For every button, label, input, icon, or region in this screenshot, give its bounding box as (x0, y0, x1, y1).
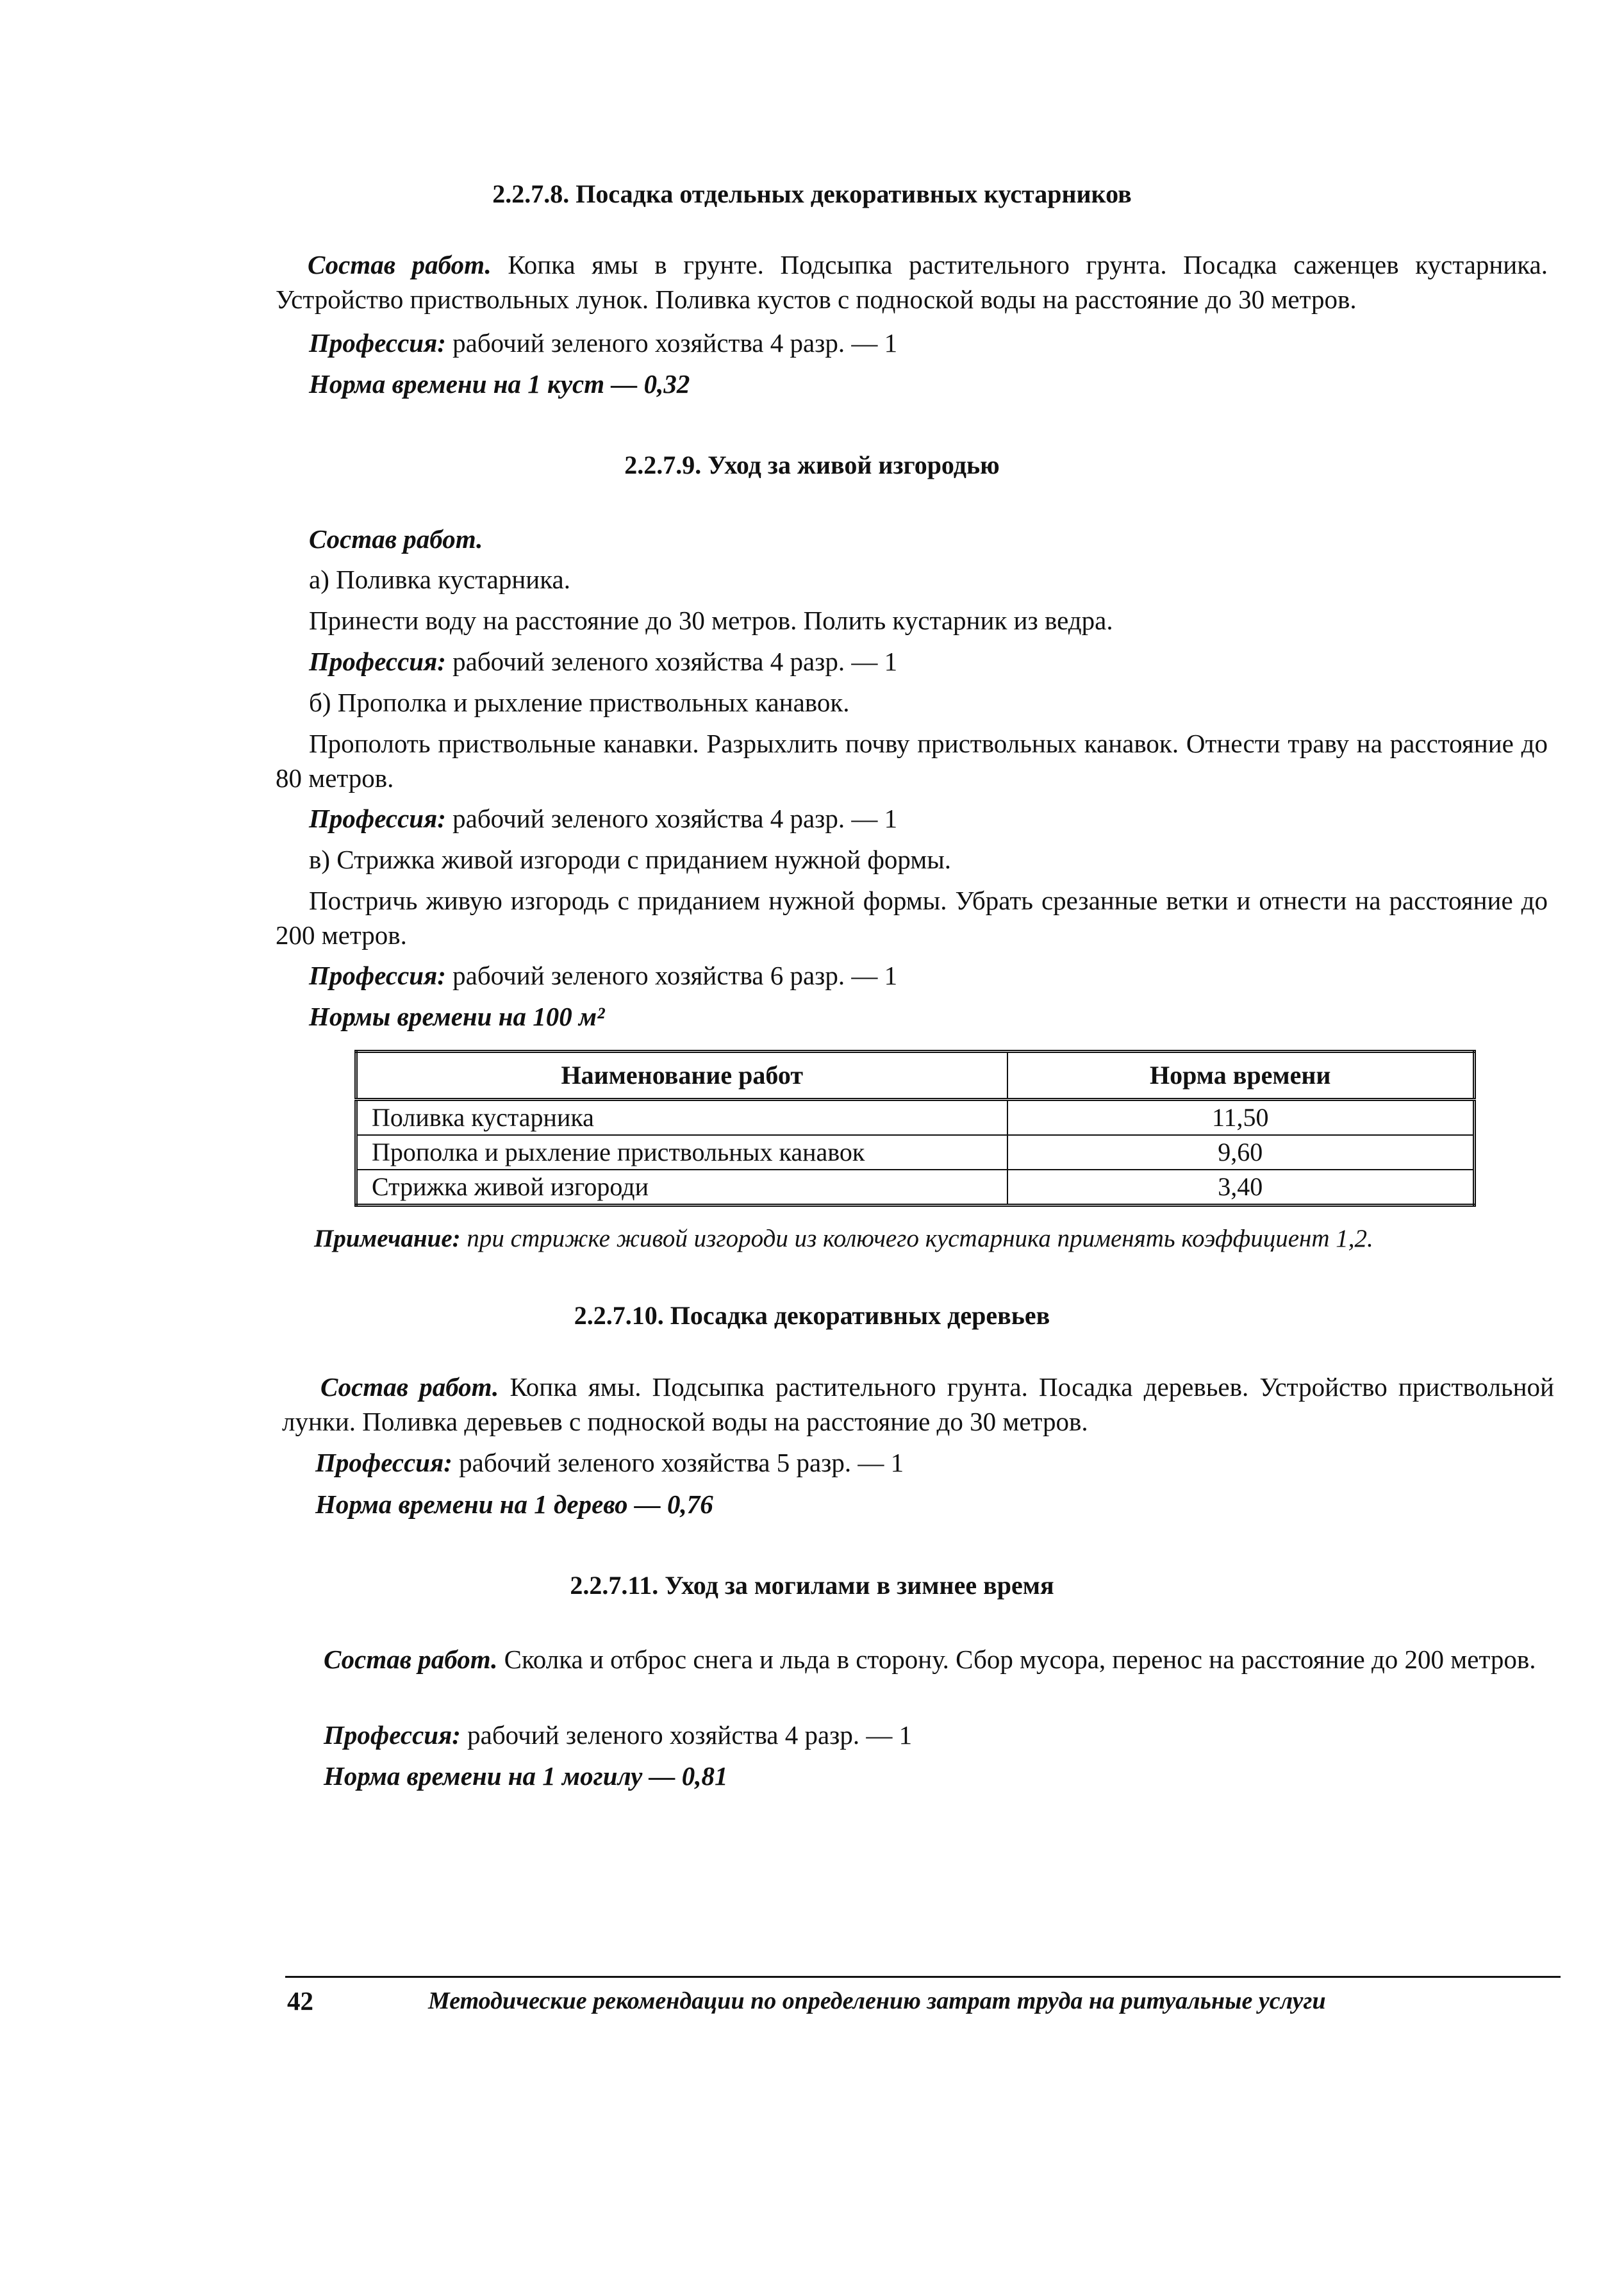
time-norm-cell: 3,40 (1007, 1170, 1475, 1206)
work-composition (282, 1370, 1554, 1439)
profession-text: рабочий зеленого хозяйства 4 разр. — 1 (467, 1720, 913, 1750)
profession-text: рабочий зеленого хозяйства 6 разр. — 1 (452, 961, 898, 990)
profession-label: Профессия: (309, 647, 446, 676)
subtask-text: Постричь живую изгородь с приданием нужной формы. Убрать срезанные ветки и отнести на расстояние до 200 метров. (276, 886, 1548, 950)
profession-text: рабочий зеленого хозяйства 4 разр. — 1 (452, 804, 898, 833)
section-title: 2.2.7.11. Уход за могилами в зимнее время (570, 1571, 1054, 1600)
work-composition-text: Сколка и отброс снега и льда в сторону. Сбор мусора, перенос на расстояние до 200 метров. (504, 1645, 1536, 1674)
section-title: 2.2.7.9. Уход за живой изгородью (624, 451, 1000, 479)
work-composition-label: Состав работ. (320, 1372, 499, 1402)
time-norm: Норма времени на 1 могилу — 0,81 (324, 1761, 728, 1791)
profession-label: Профессия: (309, 328, 446, 358)
profession-text: рабочий зеленого хозяйства 4 разр. — 1 (452, 647, 898, 676)
time-norm: Норма времени на 1 куст — 0,32 (309, 369, 690, 399)
work-composition (276, 247, 1548, 317)
page-number: 42 (287, 1986, 313, 2016)
profession (309, 644, 1527, 679)
subtask-title: а) Поливка кустарника. (309, 565, 570, 594)
time-norms-title: Нормы времени на 100 м² (309, 1002, 605, 1031)
work-composition-label: Состав работ. (308, 250, 492, 279)
subtask-title: в) Стрижка живой изгороди с приданием нужной формы. (309, 845, 952, 874)
table-row (356, 1170, 1475, 1206)
table-row (356, 1100, 1475, 1136)
work-composition (285, 1642, 1557, 1677)
column-header: Наименование работ (356, 1052, 1007, 1100)
profession-label: Профессия: (324, 1720, 461, 1750)
profession-label: Профессия: (309, 961, 446, 990)
profession-text: рабочий зеленого хозяйства 4 разр. — 1 (452, 328, 898, 358)
running-footer-title: Методические рекомендации по определению затрат труда на ритуальные услуги (428, 1987, 1326, 2014)
work-name-cell: Стрижка живой изгороди (356, 1170, 1007, 1206)
time-norm: Норма времени на 1 дерево — 0,76 (315, 1489, 713, 1519)
subtask-text: Принести воду на расстояние до 30 метров. Полить кустарник из ведра. (309, 606, 1113, 635)
subtask-text: Прополоть приствольные канавки. Разрыхлить почву приствольных канавок. Отнести траву на расстояние до 80 метров. (276, 729, 1548, 793)
profession-label: Профессия: (309, 804, 446, 833)
footer-divider (285, 1976, 1561, 1978)
column-header: Норма времени (1007, 1052, 1475, 1100)
table-row (356, 1135, 1475, 1170)
note (314, 1222, 1564, 1256)
section-title: 2.2.7.10. Посадка декоративных деревьев (574, 1301, 1050, 1330)
profession (309, 326, 1527, 360)
profession (324, 1718, 1541, 1752)
work-composition-text: Копка ямы. Подсыпка растительного грунта. Посадка деревьев. Устройство приствольной лунки. Поливка деревьев с подноской воды на расстояние до 30 метров. (282, 1372, 1554, 1436)
profession (309, 958, 1527, 993)
work-name-cell: Поливка кустарника (356, 1100, 1007, 1136)
profession (309, 801, 1527, 836)
table-header-row (356, 1052, 1475, 1100)
work-composition-label: Состав работ. (324, 1645, 498, 1674)
work-composition-label: Состав работ. (309, 524, 483, 554)
profession-text: рабочий зеленого хозяйства 5 разр. — 1 (459, 1448, 904, 1477)
subtask-title: б) Прополка и рыхление приствольных канавок. (309, 688, 850, 717)
note-text: при стрижке живой изгороди из колючего кустарника применять коэффициент 1,2. (467, 1225, 1373, 1252)
time-norms-table (354, 1050, 1476, 1207)
profession (315, 1445, 1533, 1480)
work-composition (309, 522, 1527, 556)
work-name-cell: Прополка и рыхление приствольных канавок (356, 1135, 1007, 1170)
profession-label: Профессия: (315, 1448, 452, 1477)
section-title: 2.2.7.8. Посадка отдельных декоративных кустарников (492, 179, 1132, 208)
work-composition-text: Копка ямы в грунте. Подсыпка растительного грунта. Посадка саженцев кустарника. Устройство приствольных лунок. Поливка кустов с подноской воды на расстояние до 30 метров. (276, 250, 1548, 314)
time-norm-cell: 11,50 (1007, 1100, 1475, 1136)
note-label: Примечание: (314, 1225, 461, 1252)
time-norm-cell: 9,60 (1007, 1135, 1475, 1170)
